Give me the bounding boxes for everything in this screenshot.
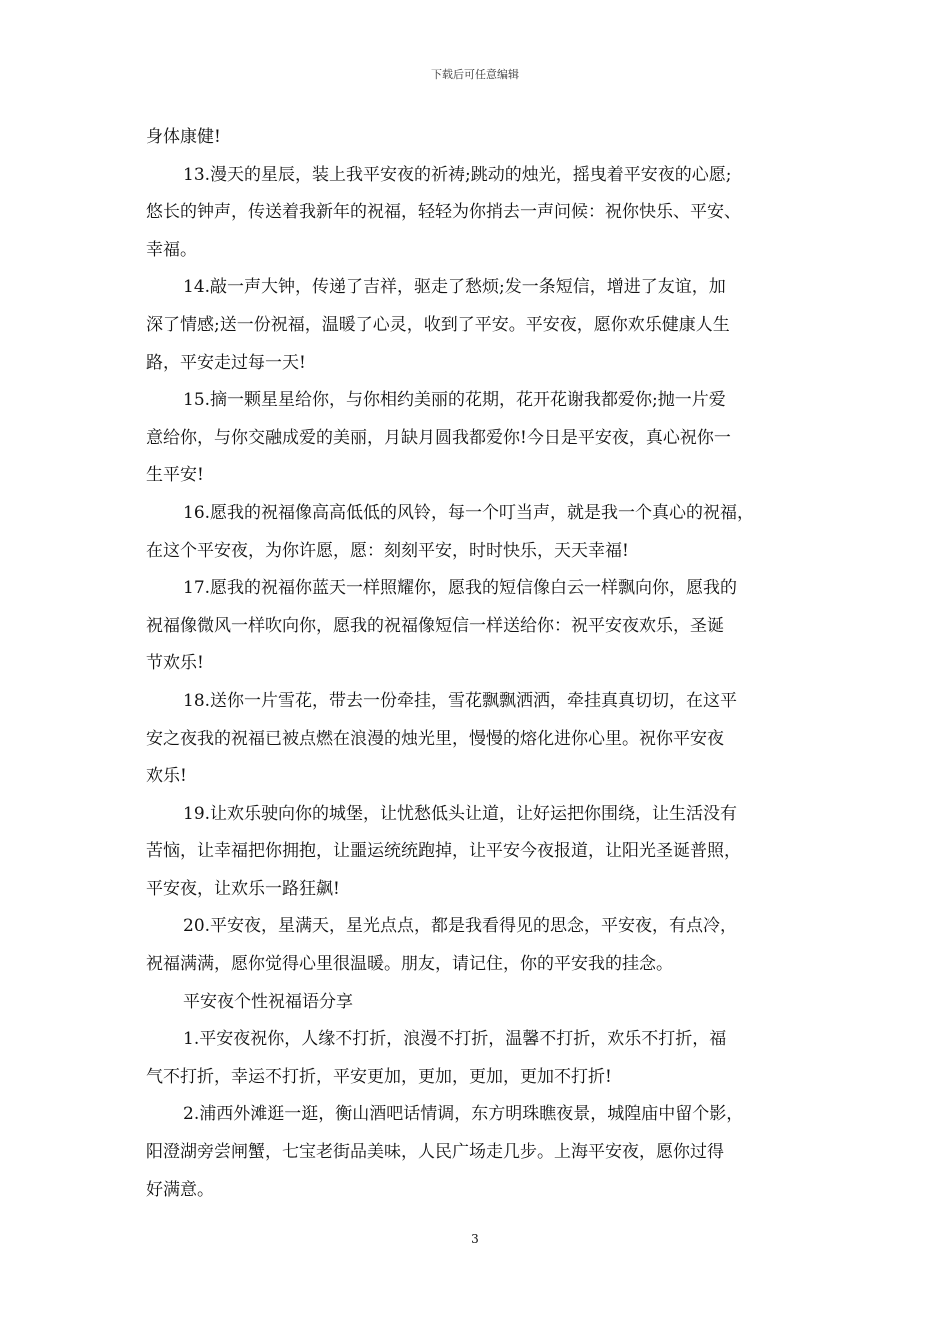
paragraph-16-line-1: 16.愿我的祝福像高高低低的风铃，每一个叮当声，就是我一个真心的祝福，	[183, 502, 755, 523]
paragraph-18-line-3: 欢乐!	[146, 766, 187, 787]
paragraph-13-line-1: 13.漫天的星辰，装上我平安夜的祈祷;跳动的烛光，摇曳着平安夜的心愿;	[183, 164, 732, 185]
paragraph-17-line-1: 17.愿我的祝福你蓝天一样照耀你，愿我的短信像白云一样飘向你，愿我的	[183, 578, 738, 599]
paragraph-15-line-1: 15.摘一颗星星给你，与你相约美丽的花期，花开花谢我都爱你;抛一片爱	[183, 390, 726, 411]
item-2-line-3: 好满意。	[146, 1179, 214, 1200]
section-heading: 平安夜个性祝福语分享	[183, 991, 353, 1012]
paragraph-17-line-3: 节欢乐!	[146, 653, 204, 674]
page-number: 3	[471, 1232, 479, 1246]
paragraph-15-line-3: 生平安!	[146, 465, 204, 486]
paragraph-13-line-3: 幸福。	[146, 239, 197, 260]
paragraph-13-line-2: 悠长的钟声，传送着我新年的祝福，轻轻为你捎去一声问候：祝你快乐、平安、	[146, 202, 741, 223]
item-1-line-2: 气不打折，幸运不打折，平安更加，更加，更加，更加不打折!	[146, 1066, 612, 1087]
paragraph-19-line-2: 苦恼，让幸福把你拥抱，让噩运统统跑掉，让平安今夜报道，让阳光圣诞普照，	[146, 841, 741, 862]
paragraph-17-line-2: 祝福像微风一样吹向你，愿我的祝福像短信一样送给你：祝平安夜欢乐，圣诞	[146, 615, 724, 636]
paragraph-20-line-2: 祝福满满，愿你觉得心里很温暖。朋友，请记住，你的平安我的挂念。	[146, 954, 673, 975]
item-2-line-1: 2.浦西外滩逛一逛，衡山酒吧话情调，东方明珠瞧夜景，城隍庙中留个影，	[183, 1104, 744, 1125]
paragraph-18-line-1: 18.送你一片雪花，带去一份牵挂，雪花飘飘洒洒，牵挂真真切切，在这平	[183, 690, 738, 711]
item-2-line-2: 阳澄湖旁尝闸蟹，七宝老街品美味，人民广场走几步。上海平安夜，愿你过得	[146, 1142, 724, 1163]
item-1-line-1: 1.平安夜祝你，人缘不打折，浪漫不打折，温馨不打折，欢乐不打折，福	[183, 1029, 727, 1050]
paragraph-16-line-2: 在这个平安夜，为你许愿，愿：刻刻平安，时时快乐，天天幸福!	[146, 540, 629, 561]
paragraph-19-line-3: 平安夜，让欢乐一路狂飙!	[146, 878, 340, 899]
paragraph-14-line-3: 路，平安走过每一天!	[146, 352, 306, 373]
text-line: 身体康健!	[146, 127, 221, 147]
document-body	[146, 119, 806, 1209]
paragraph-18-line-2: 安之夜我的祝福已被点燃在浪漫的烛光里，慢慢的熔化进你心里。祝你平安夜	[146, 728, 724, 749]
page-header: 下载后可任意编辑	[431, 68, 519, 81]
paragraph-20-line-1: 20.平安夜，星满天，星光点点，都是我看得见的思念，平安夜，有点冷，	[183, 916, 738, 937]
paragraph-14-line-1: 14.敲一声大钟，传递了吉祥，驱走了愁烦;发一条短信，增进了友谊，加	[183, 277, 726, 298]
paragraph-19-line-1: 19.让欢乐驶向你的城堡，让忧愁低头让道，让好运把你围绕，让生活没有	[183, 803, 738, 824]
paragraph-14-line-2: 深了情感;送一份祝福，温暖了心灵，收到了平安。平安夜，愿你欢乐健康人生	[146, 314, 730, 335]
paragraph-15-line-2: 意给你，与你交融成爱的美丽，月缺月圆我都爱你!今日是平安夜，真心祝你一	[146, 427, 731, 448]
